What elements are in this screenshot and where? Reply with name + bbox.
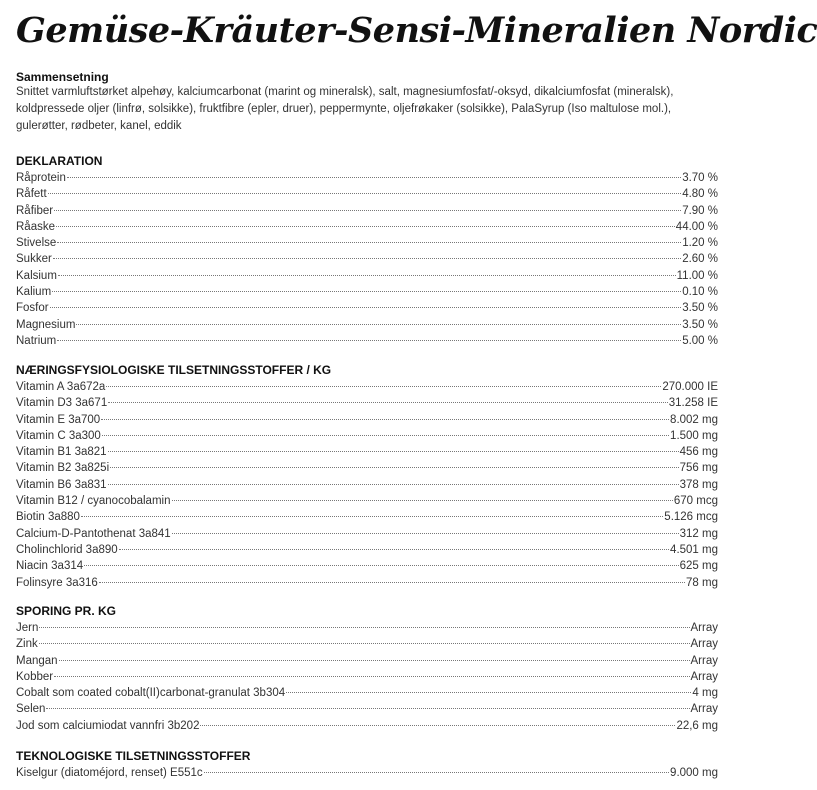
nutrient-value: 3.50 % [682,302,718,315]
nutrient-row [16,477,718,493]
nutrient-row [16,395,718,411]
nutrient-row [16,765,718,781]
nutrient-row [16,636,718,652]
naering-heading: NÆRINGSFYSIOLOGISKE TILSETNINGSSTOFFER / KG [16,363,332,377]
nutrient-row [16,493,718,509]
nutrient-value: 4.80 % [682,188,718,201]
nutrient-name: Stivelse [16,237,57,250]
nutrient-row [16,460,718,476]
nutrient-value: 44.00 % [675,220,718,233]
dotted-leader [99,582,685,583]
nutrient-value: 4 mg [692,687,718,700]
dotted-leader [286,692,691,693]
nutrient-row [16,284,718,300]
dotted-leader [200,725,675,726]
nutrient-name: Cobalt som coated cobalt(II)carbonat-granulat 3b304 [16,687,286,700]
dotted-leader [108,402,668,403]
nutrient-name: Cholinchlorid 3a890 [16,543,118,556]
dotted-leader [108,451,679,452]
nutrient-name: Råfett [16,188,47,201]
sporing-list [16,620,718,734]
deklaration-list [16,170,718,349]
dotted-leader [108,484,679,485]
nutrient-name: Fosfor [16,302,49,315]
nutrient-value: 378 mg [679,478,718,491]
nutrient-name: Råprotein [16,172,66,184]
nutrient-value: 8.002 mg [670,413,718,426]
nutrient-row [16,300,718,316]
nutrient-name: Vitamin B2 3a825i [16,462,110,475]
nutrient-name: Magnesium [16,318,76,331]
dotted-leader [81,516,663,517]
deklaration-heading: DEKLARATION [16,154,103,168]
nutrient-value: 312 mg [679,527,718,540]
nutrient-row [16,575,718,591]
dotted-leader [59,660,690,661]
nutrient-value: Array [690,622,718,634]
naering-list [16,379,718,591]
nutrient-name: Vitamin E 3a700 [16,413,101,426]
nutrient-row [16,509,718,525]
dotted-leader [84,565,679,566]
nutrient-value: 670 mcg [673,495,718,508]
dotted-leader [56,226,675,227]
dotted-leader [106,386,661,387]
naering-section [16,363,718,591]
nutrient-name: Natrium [16,334,57,347]
dotted-leader [76,324,681,325]
dotted-leader [110,467,679,468]
nutrient-row [16,701,718,717]
teknologiske-list [16,765,718,781]
dotted-leader [67,177,681,178]
sporing-section [16,604,718,734]
deklaration-section [16,154,718,349]
nutrient-value: 9.000 mg [670,767,718,779]
nutrient-value: 22,6 mg [676,719,718,732]
teknologiske-section [16,749,718,781]
nutrient-name: Vitamin B1 3a821 [16,446,107,459]
nutrient-name: Niacin 3a314 [16,560,84,573]
nutrient-value: 78 mg [686,576,718,589]
nutrient-value: 5.00 % [682,334,718,347]
nutrient-row [16,558,718,574]
dotted-leader [39,627,689,628]
nutrient-value: 1.500 mg [670,429,718,442]
nutrient-row [16,412,718,428]
nutrient-row [16,170,718,186]
composition-text: Snittet varmluftstørket alpehøy, kalciumcarbonat (marint og mineralsk), salt, magnesiumfosfat/-oksyd, dikalciumfosfat (mineralsk), koldpressede oljer (linfrø, solsikke), fruktfibre (epler, druer), peppermynte, oljefrøkaker (solsikke), PalaSyrup (Iso maltulose mol.), gulerøtter, rødbeter, kanel, eddik [16,86,674,132]
nutrient-row [16,653,718,669]
nutrient-value: 3.70 % [682,172,718,184]
nutrient-value: 5.126 mcg [664,511,718,524]
nutrient-row [16,685,718,701]
nutrient-value: Array [690,703,718,716]
nutrient-row [16,526,718,542]
nutrient-name: Vitamin D3 3a671 [16,397,108,410]
page-title: Gemüse-Kräuter-Sensi-Mineralien Nordic [16,10,817,51]
nutrient-row [16,620,718,636]
nutrient-value: 11.00 % [676,269,718,282]
nutrient-name: Sukker [16,253,52,266]
nutrient-value: Array [690,654,718,667]
nutrient-row [16,251,718,267]
dotted-leader [119,549,669,550]
nutrient-name: Vitamin B6 3a831 [16,478,107,491]
nutrient-name: Kalium [16,286,52,299]
nutrient-row [16,542,718,558]
nutrient-row [16,268,718,284]
nutrient-name: Zink [16,638,38,651]
dotted-leader [50,307,682,308]
nutrient-name: Råfiber [16,204,54,217]
dotted-leader [57,340,681,341]
nutrient-value: 7.90 % [682,204,718,217]
nutrient-value: Array [690,638,718,651]
nutrient-value: 456 mg [679,446,718,459]
nutrient-name: Selen [16,703,46,716]
teknologiske-heading: TEKNOLOGISKE TILSETNINGSSTOFFER [16,749,251,763]
nutrient-row [16,203,718,219]
nutrient-row [16,317,718,333]
nutrient-value: 0.10 % [682,286,718,299]
nutrient-row [16,219,718,235]
nutrient-value: 2.60 % [682,253,718,266]
dotted-leader [48,193,682,194]
nutrient-name: Jod som calciumiodat vannfri 3b202 [16,719,200,732]
nutrient-row [16,186,718,202]
nutrient-value: 756 mg [679,462,718,475]
dotted-leader [54,210,681,211]
composition-section [16,70,718,135]
dotted-leader [172,500,673,501]
nutrient-row [16,669,718,685]
nutrient-name: Råaske [16,220,55,233]
nutrient-row [16,333,718,349]
nutrient-value: Array [690,670,718,683]
nutrient-name: Mangan [16,654,58,667]
dotted-leader [172,533,679,534]
dotted-leader [52,291,681,292]
nutrient-value: 4.501 mg [670,543,718,556]
nutrient-name: Folinsyre 3a316 [16,576,98,589]
composition-heading: Sammensetning [16,70,109,84]
nutrient-row [16,235,718,251]
nutrient-name: Jern [16,622,39,634]
nutrient-value: 625 mg [679,560,718,573]
dotted-leader [101,419,669,420]
dotted-leader [39,643,690,644]
nutrient-name: Biotin 3a880 [16,511,80,524]
nutrient-name: Vitamin B12 / cyanocobalamin [16,495,171,508]
dotted-leader [102,435,669,436]
nutrient-row [16,428,718,444]
dotted-leader [57,242,681,243]
nutrient-value: 31.258 IE [668,397,718,410]
dotted-leader [53,258,681,259]
nutrient-name: Kiselgur (diatoméjord, renset) E551c [16,767,203,779]
nutrient-row [16,379,718,395]
nutrient-name: Vitamin C 3a300 [16,429,101,442]
nutrient-name: Vitamin A 3a672a [16,381,106,393]
nutrient-name: Kalsium [16,269,57,282]
nutrient-value: 3.50 % [682,318,718,331]
dotted-leader [46,708,689,709]
nutrient-row [16,718,718,734]
nutrient-value: 270.000 IE [662,381,718,393]
nutrient-row [16,444,718,460]
sporing-heading: SPORING PR. KG [16,604,117,618]
dotted-leader [54,676,689,677]
nutrient-value: 1.20 % [682,237,718,250]
dotted-leader [58,275,676,276]
dotted-leader [204,772,669,773]
nutrient-name: Kobber [16,670,54,683]
nutrient-name: Calcium-D-Pantothenat 3a841 [16,527,171,540]
